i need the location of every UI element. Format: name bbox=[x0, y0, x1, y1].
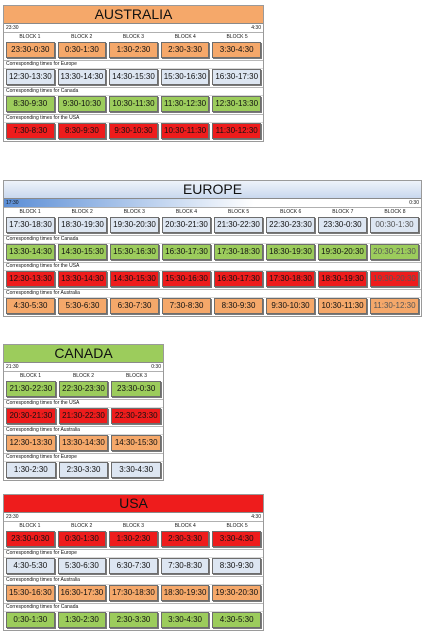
time-slot: 6:30-7:30 bbox=[110, 298, 159, 314]
time-slot: 3:30-4:30 bbox=[212, 531, 261, 547]
time-slot: 7:30-8:30 bbox=[6, 123, 55, 139]
australia-times-row bbox=[4, 298, 421, 315]
region-title: EUROPE bbox=[4, 181, 421, 199]
range-end: 4:30 bbox=[251, 514, 261, 520]
time-slot: 12:30-13:30 bbox=[6, 435, 56, 451]
time-slot: 1:30-2:30 bbox=[109, 531, 158, 547]
time-slot: 15:30-16:30 bbox=[161, 69, 210, 85]
time-slot: 19:30-20:30 bbox=[370, 271, 419, 287]
block-header: BLOCK 2 bbox=[72, 373, 95, 379]
block-header: BLOCK 2 bbox=[71, 34, 93, 40]
block-header: BLOCK 2 bbox=[71, 209, 93, 215]
time-slot: 12:30-13:30 bbox=[6, 271, 55, 287]
block-header: BLOCK 4 bbox=[174, 34, 196, 40]
row-label: Corresponding times for the USA bbox=[4, 262, 421, 271]
canada-schedule bbox=[3, 344, 164, 481]
usa-schedule bbox=[3, 494, 264, 631]
time-slot: 11:30-12:30 bbox=[161, 96, 210, 112]
time-slot: 21:30-22:30 bbox=[6, 381, 56, 397]
time-slot: 1:30-2:30 bbox=[109, 42, 158, 58]
block-header: BLOCK 3 bbox=[122, 34, 145, 40]
range-start: 21:30 bbox=[6, 364, 19, 370]
block-header: BLOCK 1 bbox=[19, 523, 41, 529]
time-slot: 23:30-0:30 bbox=[111, 381, 161, 397]
canada-times-row bbox=[4, 244, 421, 261]
time-slot: 14:30-15:30 bbox=[58, 244, 107, 260]
time-slot: 4:30-5:30 bbox=[6, 558, 55, 574]
europe-times-row bbox=[4, 558, 263, 575]
time-slot: 22:30-23:30 bbox=[111, 408, 161, 424]
time-slot: 00:30-1:30 bbox=[370, 217, 419, 233]
time-slot: 9:30-10:30 bbox=[109, 123, 158, 139]
usa-times-row bbox=[4, 271, 421, 288]
time-slot: 5:30-6:30 bbox=[58, 558, 107, 574]
time-slot: 1:30-2:30 bbox=[58, 612, 107, 628]
block-header-row bbox=[4, 372, 163, 381]
time-slot: 23:30-0:30 bbox=[6, 531, 55, 547]
time-slot: 18:30-19:30 bbox=[318, 271, 367, 287]
europe-times-row bbox=[4, 462, 163, 479]
time-slot: 10:30-11:30 bbox=[318, 298, 367, 314]
time-slot: 17:30-18:30 bbox=[214, 244, 263, 260]
time-slot: 2:30-3:30 bbox=[161, 42, 210, 58]
block-header: BLOCK 1 bbox=[19, 34, 41, 40]
time-slot: 3:30-4:30 bbox=[161, 612, 210, 628]
local-times-row bbox=[4, 42, 263, 59]
time-slot: 19:30-20:30 bbox=[212, 585, 261, 601]
time-slot: 19:30-20:30 bbox=[110, 217, 159, 233]
time-slot: 14:30-15:30 bbox=[110, 271, 159, 287]
local-times-row bbox=[4, 217, 421, 234]
time-slot: 8:30-9:30 bbox=[214, 298, 263, 314]
time-slot: 14:30-15:30 bbox=[109, 69, 158, 85]
time-slot: 14:30-15:30 bbox=[111, 435, 161, 451]
range-end: 0:30 bbox=[151, 364, 161, 370]
time-slot: 0:30-1:30 bbox=[58, 531, 107, 547]
time-slot: 17:30-18:30 bbox=[109, 585, 158, 601]
time-slot: 16:30-17:30 bbox=[162, 244, 211, 260]
block-header: BLOCK 5 bbox=[228, 209, 250, 215]
time-range bbox=[4, 363, 163, 372]
region-title: USA bbox=[4, 495, 263, 513]
time-slot: 6:30-7:30 bbox=[109, 558, 158, 574]
block-header: BLOCK 5 bbox=[226, 523, 248, 529]
region-title: AUSTRALIA bbox=[4, 6, 263, 24]
block-header: BLOCK 7 bbox=[332, 209, 354, 215]
block-header: BLOCK 5 bbox=[226, 34, 248, 40]
block-header: BLOCK 4 bbox=[175, 209, 197, 215]
time-slot: 23:30-0:30 bbox=[318, 217, 367, 233]
block-header-row bbox=[4, 522, 263, 531]
local-times-row bbox=[4, 531, 263, 548]
time-slot: 12:30-13:30 bbox=[6, 69, 55, 85]
time-slot: 21:30-22:30 bbox=[214, 217, 263, 233]
time-slot: 5:30-6:30 bbox=[58, 298, 107, 314]
time-slot: 17:30-18:30 bbox=[266, 271, 315, 287]
block-header: BLOCK 2 bbox=[71, 523, 93, 529]
usa-times-row bbox=[4, 123, 263, 140]
time-slot: 16:30-17:30 bbox=[212, 69, 261, 85]
row-label: Corresponding times for Europe bbox=[4, 549, 263, 558]
range-start: 23:30 bbox=[6, 514, 19, 520]
time-slot: 3:30-4:30 bbox=[212, 42, 261, 58]
row-label: Corresponding times for Canada bbox=[4, 603, 263, 612]
canada-times-row bbox=[4, 612, 263, 629]
time-slot: 11:30-12:30 bbox=[212, 123, 261, 139]
time-slot: 10:30-11:30 bbox=[109, 96, 158, 112]
time-slot: 17:30-18:30 bbox=[6, 217, 55, 233]
time-slot: 2:30-3:30 bbox=[109, 612, 158, 628]
time-slot: 3:30-4:30 bbox=[111, 462, 161, 478]
time-slot: 18:30-19:30 bbox=[266, 244, 315, 260]
row-label: Corresponding times for Europe bbox=[4, 453, 163, 462]
row-label: Corresponding times for Australia bbox=[4, 426, 163, 435]
block-header: BLOCK 3 bbox=[123, 209, 145, 215]
australia-times-row bbox=[4, 435, 163, 452]
range-start: 23:30 bbox=[6, 25, 19, 31]
time-slot: 10:30-11:30 bbox=[161, 123, 210, 139]
time-slot: 12:30-13:30 bbox=[212, 96, 261, 112]
time-slot: 7:30-8:30 bbox=[162, 298, 211, 314]
block-header-row bbox=[4, 33, 263, 42]
time-range bbox=[4, 513, 263, 522]
time-slot: 1:30-2:30 bbox=[6, 462, 56, 478]
time-slot: 21:30-22:30 bbox=[59, 408, 109, 424]
local-times-row bbox=[4, 381, 163, 398]
time-slot: 22:30-23:30 bbox=[266, 217, 315, 233]
time-slot: 16:30-17:30 bbox=[214, 271, 263, 287]
range-end: 4:30 bbox=[251, 25, 261, 31]
time-slot: 20:30-21:30 bbox=[162, 217, 211, 233]
block-header: BLOCK 6 bbox=[280, 209, 302, 215]
europe-times-row bbox=[4, 69, 263, 86]
time-range bbox=[4, 199, 421, 208]
row-label: Corresponding times for Australia bbox=[4, 289, 421, 298]
time-slot: 18:30-19:30 bbox=[58, 217, 107, 233]
time-slot: 4:30-5:30 bbox=[212, 612, 261, 628]
europe-schedule bbox=[3, 180, 422, 317]
row-label: Corresponding times for Europe bbox=[4, 60, 263, 69]
row-label: Corresponding times for Canada bbox=[4, 87, 263, 96]
time-slot: 7:30-8:30 bbox=[161, 558, 210, 574]
row-label: Corresponding times for Australia bbox=[4, 576, 263, 585]
block-header: BLOCK 4 bbox=[174, 523, 196, 529]
australia-schedule bbox=[3, 5, 264, 142]
time-slot: 19:30-20:30 bbox=[318, 244, 367, 260]
time-slot: 4:30-5:30 bbox=[6, 298, 55, 314]
time-slot: 2:30-3:30 bbox=[59, 462, 109, 478]
time-range bbox=[4, 24, 263, 33]
australia-times-row bbox=[4, 585, 263, 602]
range-end: 0:30 bbox=[409, 200, 419, 206]
time-slot: 9:30-10:30 bbox=[266, 298, 315, 314]
time-slot: 0:30-1:30 bbox=[6, 612, 55, 628]
usa-times-row bbox=[4, 408, 163, 425]
block-header: BLOCK 3 bbox=[122, 523, 145, 529]
time-slot: 16:30-17:30 bbox=[58, 585, 107, 601]
block-header: BLOCK 8 bbox=[384, 209, 406, 215]
time-slot: 18:30-19:30 bbox=[161, 585, 210, 601]
row-label: Corresponding times for Canada bbox=[4, 235, 421, 244]
time-slot: 15:30-16:30 bbox=[110, 244, 159, 260]
row-label: Corresponding times for the USA bbox=[4, 114, 263, 123]
canada-times-row bbox=[4, 96, 263, 113]
block-header-row bbox=[4, 208, 421, 217]
time-slot: 0:30-1:30 bbox=[58, 42, 107, 58]
time-slot: 20:30-21:30 bbox=[6, 408, 56, 424]
time-slot: 11:30-12:30 bbox=[370, 298, 419, 314]
time-slot: 2:30-3:30 bbox=[161, 531, 210, 547]
time-slot: 13:30-14:30 bbox=[6, 244, 55, 260]
range-start: 17:30 bbox=[6, 200, 19, 206]
time-slot: 22:30-23:30 bbox=[59, 381, 109, 397]
time-slot: 8:30-9:30 bbox=[58, 123, 107, 139]
time-slot: 20:30-21:30 bbox=[370, 244, 419, 260]
row-label: Corresponding times for the USA bbox=[4, 399, 163, 408]
time-slot: 8:30-9:30 bbox=[212, 558, 261, 574]
time-slot: 9:30-10:30 bbox=[58, 96, 107, 112]
time-slot: 15:30-16:30 bbox=[6, 585, 55, 601]
time-slot: 15:30-16:30 bbox=[162, 271, 211, 287]
region-title: CANADA bbox=[4, 345, 163, 363]
time-slot: 8:30-9:30 bbox=[6, 96, 55, 112]
block-header: BLOCK 3 bbox=[125, 373, 148, 379]
block-header: BLOCK 1 bbox=[19, 373, 42, 379]
time-slot: 23:30-0:30 bbox=[6, 42, 55, 58]
block-header: BLOCK 1 bbox=[19, 209, 41, 215]
time-slot: 13:30-14:30 bbox=[58, 271, 107, 287]
time-slot: 13:30-14:30 bbox=[58, 69, 107, 85]
time-slot: 13:30-14:30 bbox=[59, 435, 109, 451]
